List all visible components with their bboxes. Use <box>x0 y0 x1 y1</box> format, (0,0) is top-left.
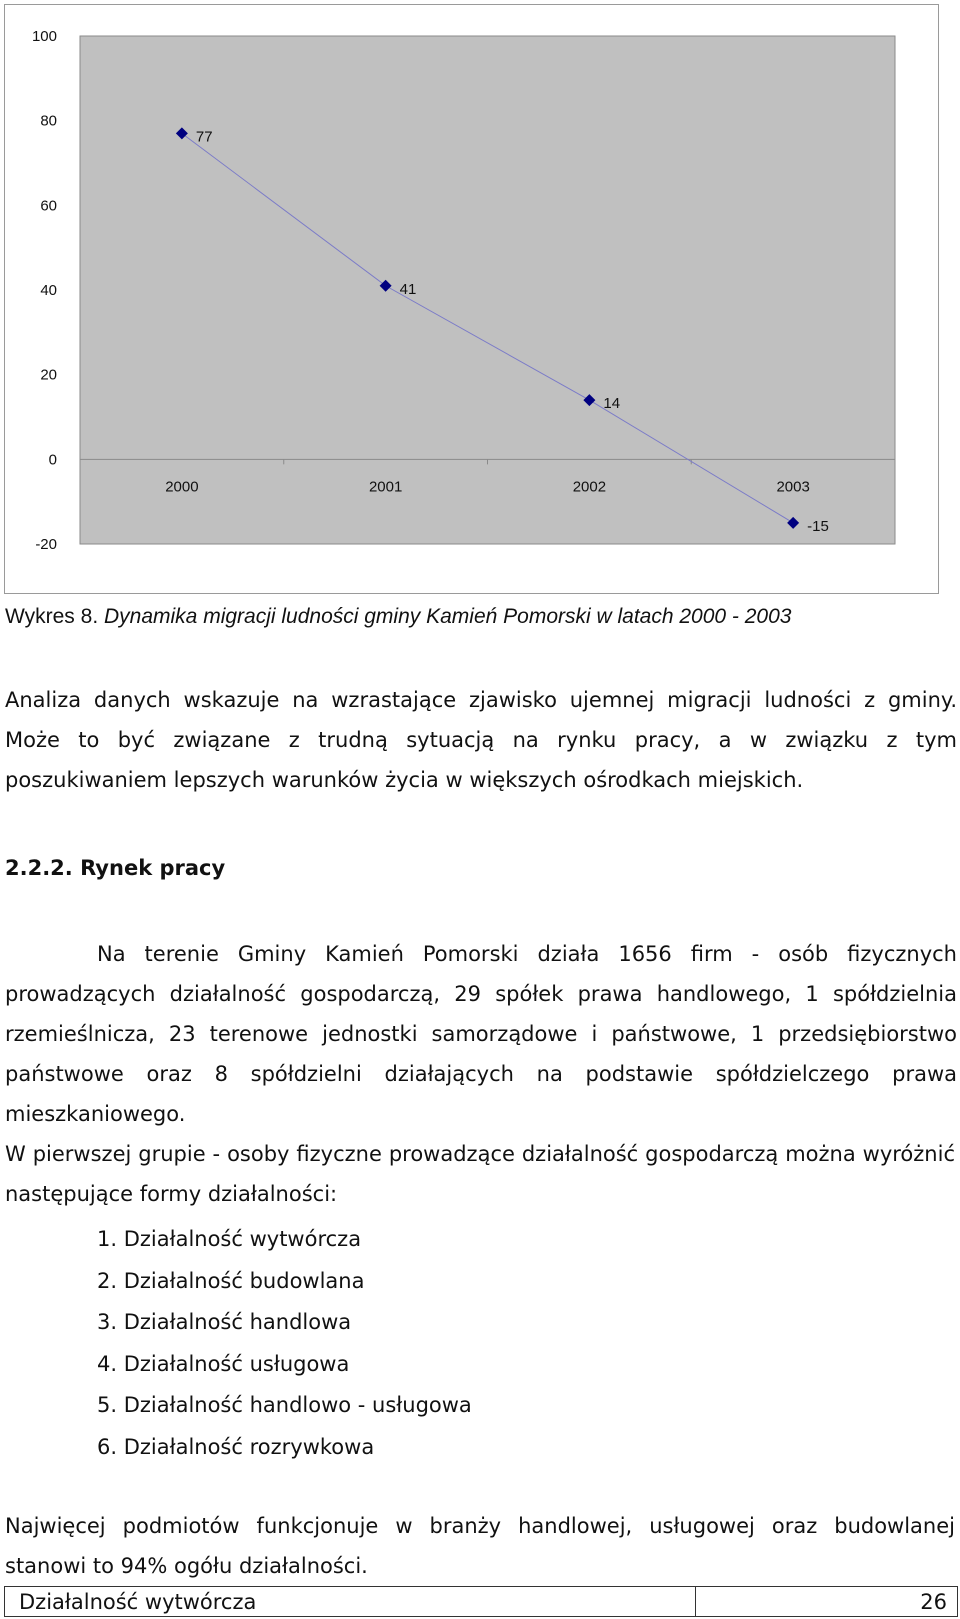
footer-title: Działalność wytwórcza <box>19 1590 257 1614</box>
plot-area <box>80 36 895 544</box>
data-label: 77 <box>195 128 213 146</box>
list-item: 3. Działalność handlowa <box>97 1310 352 1334</box>
y-tick-label: 60 <box>40 197 57 215</box>
footer-divider <box>695 1587 696 1616</box>
list-item: 1. Działalność wytwórcza <box>97 1227 362 1251</box>
list-item: 4. Działalność usługowa <box>97 1351 350 1376</box>
y-tick-label: -20 <box>35 536 57 553</box>
intro-paragraph: Na terenie Gminy Kamień Pomorski działa 1656 firm - osób fizycznych prowadzących działalność gospodarczą, 29 spółek prawa handlowego, 1 spółdzielnia rzemieślnicza, 23 terenowe jednostki samorządowe i państwowe, 1 przedsiębiorstwo państwowe oraz 8 spółdzielni działających na podstawie spółdzielczego prawa mieszkaniowego. <box>5 942 957 1126</box>
page-footer <box>4 1586 958 1617</box>
x-tick-label: 2002 <box>572 478 607 496</box>
migration-chart <box>4 4 939 594</box>
y-tick-label: 80 <box>40 112 57 130</box>
caption-prefix: Wykres 8. <box>5 605 104 628</box>
chart-svg <box>5 5 940 595</box>
list-item: 2. Działalność budowlana <box>97 1268 365 1293</box>
y-tick-label: 40 <box>40 282 57 299</box>
x-tick-label: 2000 <box>165 478 199 496</box>
section-heading: 2.2.2. Rynek pracy <box>5 856 226 880</box>
data-label: 14 <box>603 395 621 413</box>
x-tick-label: 2003 <box>776 478 810 496</box>
y-tick-label: 0 <box>48 451 57 469</box>
data-label: -15 <box>807 517 829 535</box>
list-item: 5. Działalność handlowo - usługowa <box>97 1393 472 1417</box>
x-tick-label: 2001 <box>368 478 403 496</box>
y-tick-label: 20 <box>40 366 57 384</box>
data-label: 41 <box>399 280 417 298</box>
group-paragraph: W pierwszej grupie - osoby fizyczne prowadzące działalność gospodarczą można wyróżnić następujące formy działalności: <box>5 1142 955 1206</box>
page-number: 26 <box>920 1590 947 1614</box>
analysis-paragraph: Analiza danych wskazuje na wzrastające zjawisko ujemnej migracji ludności z gminy. Może to być związane z trudną sytuacją na rynku pracy, a w związku z tym poszukiwaniem lepszych warunków życia w większych ośrodkach miejskich. <box>5 688 957 792</box>
caption-text: Dynamika migracji ludności gminy Kamień Pomorski w latach 2000 - 2003 <box>104 605 792 628</box>
activity-list <box>97 1219 472 1468</box>
y-tick-label: 100 <box>31 28 57 45</box>
summary-paragraph: Najwięcej podmiotów funkcjonuje w branży handlowej, usługowej oraz budowlanej stanowi to 94% ogółu działalności. <box>5 1514 955 1578</box>
list-item: 6. Działalność rozrywkowa <box>97 1434 375 1459</box>
chart-caption <box>5 604 945 630</box>
